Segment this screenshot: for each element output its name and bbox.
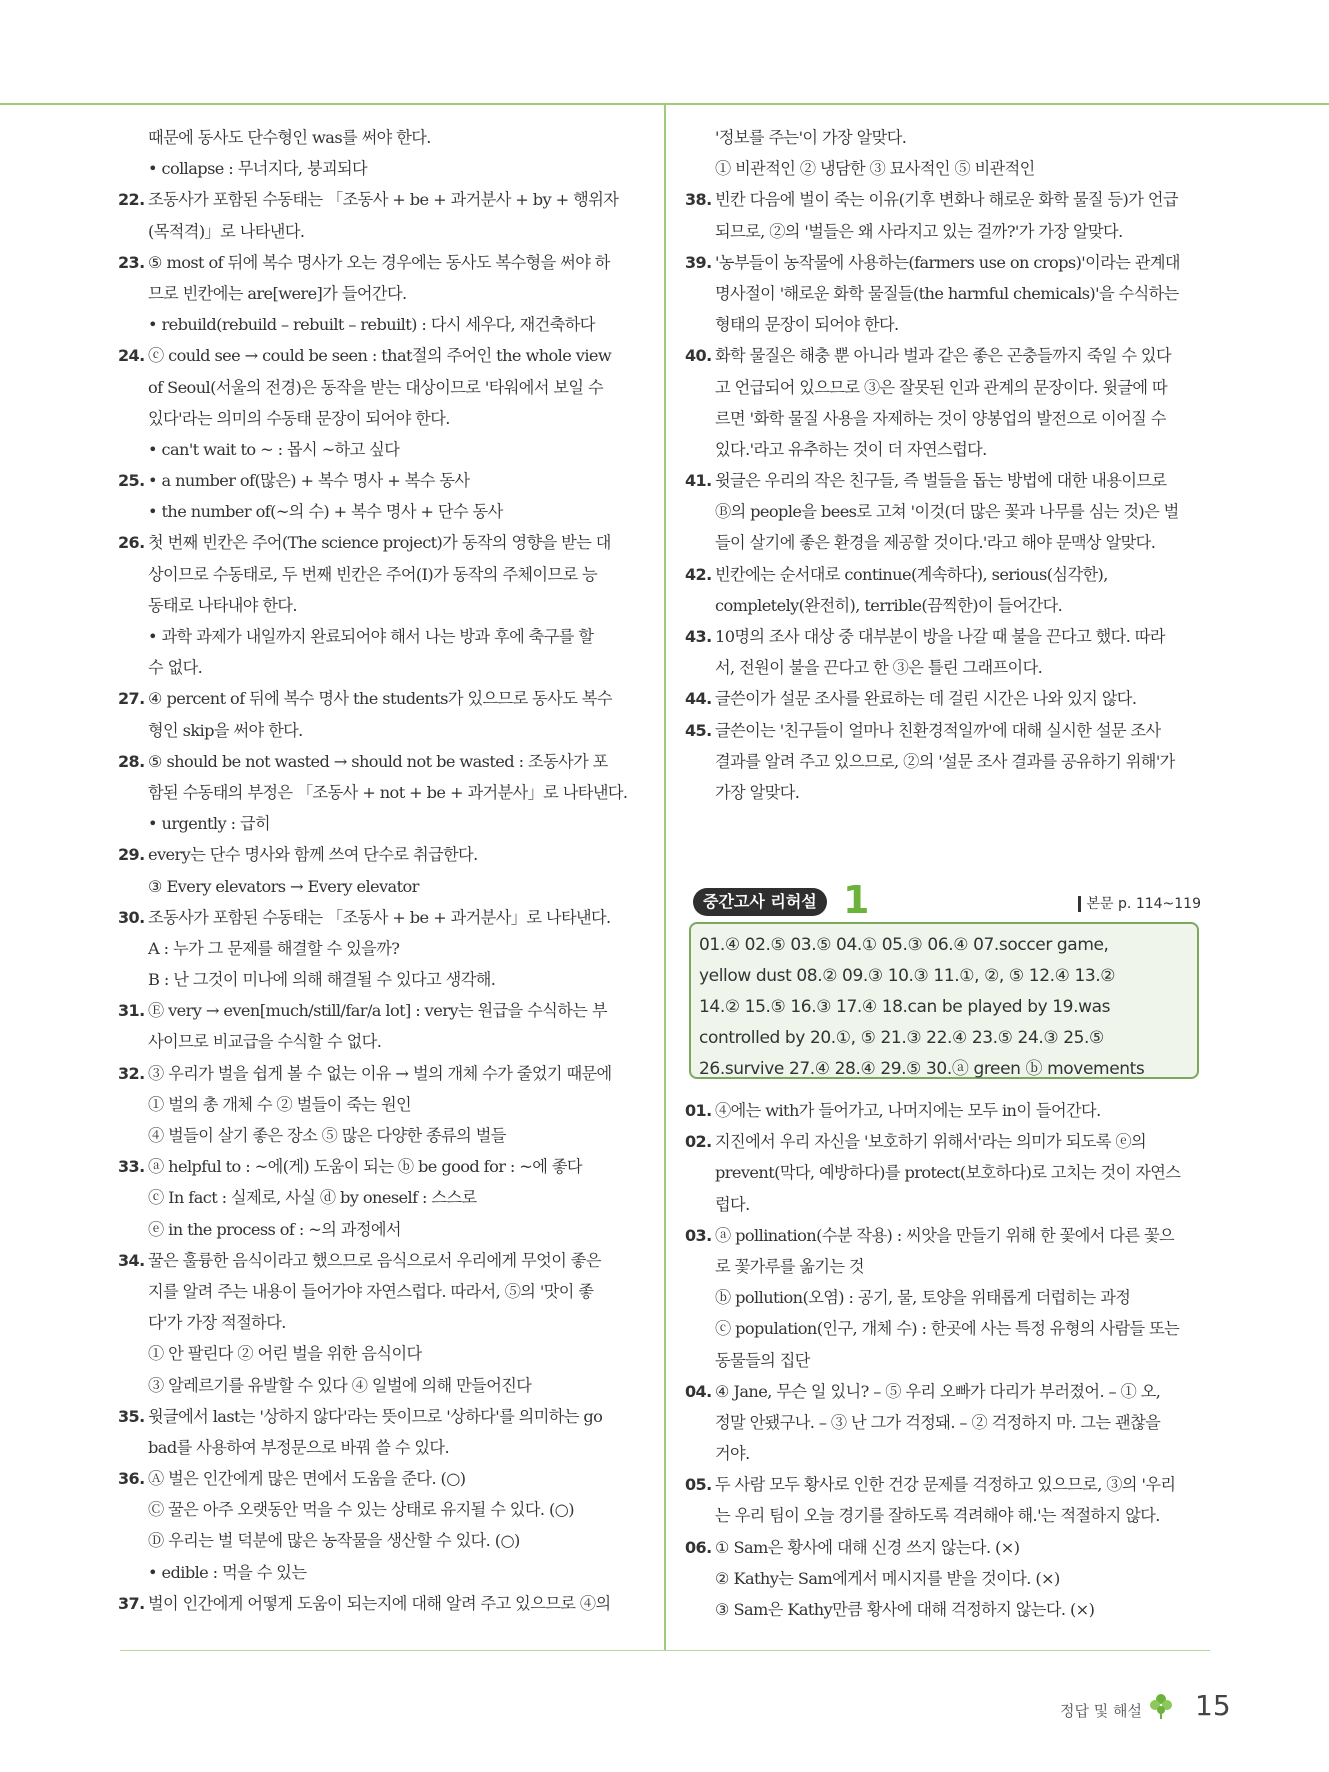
answer-item — [118, 340, 643, 371]
answer-text-line — [685, 278, 1213, 309]
item-number: 40. — [685, 346, 712, 366]
item-number: 42. — [685, 564, 712, 584]
item-text: • urgently : 급히 — [148, 814, 271, 834]
item-text: 정말 안됐구나. – ③ 난 그가 걱정돼. – ② 걱정하지 마. 그는 괜찮을 — [715, 1412, 1161, 1432]
item-text: every는 단수 명사와 함께 쓰여 단수로 취급한다. — [148, 845, 478, 865]
answer-text-line — [118, 1182, 643, 1213]
item-text: 는 우리 팀이 오늘 경기를 잘하도록 격려해야 해.'는 적절하지 않다. — [715, 1506, 1160, 1526]
answer-item — [118, 1151, 643, 1182]
item-text: Ⓔ very → even[much/still/far/a lot] : very는 원급을 수식하는 부 — [148, 1001, 607, 1021]
answer-text-line — [685, 746, 1213, 777]
item-text: completely(완전히), terrible(끔찍한)이 들어간다. — [715, 595, 1063, 615]
item-text: ⑤ should be not wasted → should not be wasted : 조동사가 포 — [148, 751, 608, 771]
item-number: 29. — [118, 845, 145, 865]
answer-text-line — [118, 1026, 643, 1057]
item-text: 때문에 동사도 단수형인 was를 써야 한다. — [148, 128, 431, 147]
item-text: ② Kathy는 Sam에게서 메시지를 받을 것이다. (×) — [715, 1568, 1060, 1588]
item-number: 04. — [685, 1381, 712, 1401]
item-text: ① 안 팔린다 ② 어린 벌을 위한 음식이다 — [148, 1344, 422, 1364]
answer-text-line — [118, 871, 643, 902]
item-text: 사이므로 비교급을 수식할 수 없다. — [148, 1032, 382, 1052]
answer-item — [685, 1095, 1213, 1126]
answer-text-line — [685, 1313, 1213, 1344]
answer-text-line — [685, 1407, 1213, 1438]
answer-item — [685, 1532, 1213, 1563]
answer-text-line — [118, 621, 643, 652]
item-number: 45. — [685, 720, 712, 740]
answer-text-line — [685, 1157, 1213, 1188]
item-text: • edible : 먹을 수 있는 — [148, 1562, 307, 1582]
answer-text-line — [685, 1345, 1213, 1376]
item-number: 31. — [118, 1001, 145, 1021]
answer-item — [685, 1376, 1213, 1407]
answer-text-line — [118, 1494, 643, 1525]
answer-line: 26.survive 27.④ 28.④ 29.⑤ 30.ⓐ green ⓑ movements — [699, 1059, 1145, 1079]
item-text: ① 벌의 총 개체 수 ② 벌들이 죽는 원인 — [148, 1094, 412, 1114]
item-text: 거야. — [715, 1444, 750, 1464]
item-text: 빈칸에는 순서대로 continue(계속하다), serious(심각한), — [715, 564, 1108, 584]
item-text: ④ Jane, 무슨 일 있니? – ⑤ 우리 오빠가 다리가 부러졌어. – ① 오, — [715, 1381, 1161, 1401]
item-text: 들이 살기에 좋은 환경을 제공할 것이다.'라고 해야 문맥상 알맞다. — [715, 533, 1156, 553]
item-number: 03. — [685, 1225, 712, 1245]
answer-text-line — [685, 403, 1213, 434]
item-text: ③ Sam은 Kathy만큼 황사에 대해 걱정하지 않는다. (×) — [715, 1600, 1095, 1619]
answer-text-line — [118, 372, 643, 403]
item-text: 동물들의 집단 — [715, 1350, 810, 1370]
item-text: ③ 우리가 벌을 쉽게 볼 수 없는 이유 → 벌의 개체 수가 줄었기 때문에 — [148, 1063, 612, 1083]
item-number: 02. — [685, 1132, 712, 1152]
item-text: ⓐ helpful to : ~에(게) 도움이 되는 ⓑ be good for : ~에 좋다 — [148, 1157, 582, 1177]
item-text: ① 비관적인 ② 냉담한 ③ 묘사적인 ⑤ 비관적인 — [715, 159, 1035, 179]
item-text: ④ 벌들이 살기 좋은 장소 ⑤ 많은 다양한 종류의 벌들 — [148, 1126, 506, 1145]
rehearsal-number: 1 — [843, 878, 870, 922]
answer-text-line — [685, 1282, 1213, 1313]
answer-item — [685, 715, 1213, 746]
item-text: bad를 사용하여 부정문으로 바꿔 쓸 수 있다. — [148, 1437, 449, 1457]
answer-text-line — [118, 933, 643, 964]
answer-item — [685, 340, 1213, 371]
answer-item — [118, 527, 643, 558]
item-number: 24. — [118, 346, 145, 366]
rehearsal-title: 중간고사 리허설 — [693, 888, 827, 916]
answer-text-line — [118, 403, 643, 434]
answer-text-line — [685, 309, 1213, 340]
answer-text-line — [685, 1251, 1213, 1282]
answer-text-line — [685, 1438, 1213, 1469]
item-text: ① Sam은 황사에 대해 신경 쓰지 않는다. (×) — [715, 1537, 1020, 1557]
item-text: 서, 전원이 불을 끈다고 한 ③은 틀린 그래프이다. — [715, 658, 1043, 678]
item-text: • rebuild(rebuild – rebuilt – rebuilt) : 다시 세우다, 재건축하다 — [148, 315, 595, 335]
item-text: 형태의 문장이 되어야 한다. — [715, 315, 899, 335]
rehearsal-section — [685, 880, 1213, 1080]
answer-text-line — [118, 1089, 643, 1120]
answer-item — [685, 184, 1213, 215]
item-number: 41. — [685, 471, 712, 491]
item-text: '농부들이 농작물에 사용하는(farmers use on crops)'이라는 관계대 — [715, 252, 1180, 272]
item-number: 32. — [118, 1063, 145, 1083]
item-text: 럽다. — [715, 1194, 750, 1214]
answer-text-line — [118, 1338, 643, 1369]
item-text: 지진에서 우리 자신을 '보호하기 위해서'라는 의미가 되도록 ⓔ의 — [715, 1132, 1147, 1152]
answer-text-line — [118, 777, 643, 808]
answer-item — [685, 1220, 1213, 1251]
item-text: ⓐ pollination(수분 작용) : 씨앗을 만들기 위해 한 꽃에서 다른 꽃으 — [715, 1225, 1175, 1245]
answer-text-line — [685, 496, 1213, 527]
item-text: 조동사가 포함된 수동태는 「조동사 + be + 과거분사 + by + 행위자 — [148, 190, 619, 210]
item-text: 명사절이 '해로운 화학 물질들(the harmful chemicals)'을 수식하는 — [715, 283, 1179, 303]
item-number: 27. — [118, 689, 145, 709]
item-text: 되므로, ②의 '벌들은 왜 사라지고 있는 걸까?'가 가장 알맞다. — [715, 221, 1123, 241]
answer-text-line — [685, 1189, 1213, 1220]
item-text: 10명의 조사 대상 중 대부분이 방을 나갈 때 불을 끈다고 했다. 따라 — [715, 627, 1165, 646]
item-text: of Seoul(서울의 전경)은 동작을 받는 대상이므로 '타워에서 보일 수 — [148, 377, 604, 397]
footer-label: 정답 및 해설 — [1060, 1702, 1142, 1720]
answer-text-line — [118, 1432, 643, 1463]
item-number: 38. — [685, 190, 712, 210]
answer-text-line — [685, 1594, 1213, 1625]
item-number: 39. — [685, 252, 712, 272]
item-number: 22. — [118, 190, 145, 210]
answer-item — [685, 1126, 1213, 1157]
item-text: '정보를 주는'이 가장 알맞다. — [715, 128, 907, 147]
item-number: 06. — [685, 1537, 712, 1557]
item-text: A : 누가 그 문제를 해결할 수 있을까? — [148, 938, 400, 958]
item-text: ⓔ in the process of : ~의 과정에서 — [148, 1219, 401, 1239]
answer-text-line — [118, 434, 643, 465]
answer-item — [118, 902, 643, 933]
clover-icon — [1148, 1692, 1174, 1720]
item-text: • collapse : 무너지다, 붕괴되다 — [148, 159, 368, 179]
item-text: 르면 '화학 물질 사용을 자제하는 것이 양봉업의 발전으로 이어질 수 — [715, 408, 1166, 428]
answer-text-line — [118, 1557, 643, 1588]
answer-text-line — [118, 1120, 643, 1151]
answer-text-line — [685, 153, 1213, 184]
answer-line: 01.④ 02.⑤ 03.⑤ 04.① 05.③ 06.④ 07.soccer game, — [699, 935, 1109, 955]
item-text: 함된 수동태의 부정은 「조동사 + not + be + 과거분사」로 나타낸다. — [148, 782, 628, 802]
item-text: 벌이 인간에게 어떻게 도움이 되는지에 대해 알려 주고 있으므로 ④의 — [148, 1593, 611, 1613]
answer-text-line — [118, 652, 643, 683]
item-text: 화학 물질은 해충 뿐 아니라 벌과 같은 좋은 곤충들까지 죽일 수 있다 — [715, 346, 1172, 366]
item-text: 지를 알려 주는 내용이 들어가야 자연스럽다. 따라서, ⑤의 '맛이 좋 — [148, 1281, 594, 1301]
answer-item — [118, 247, 643, 278]
item-text: 윗글은 우리의 작은 친구들, 즉 벌들을 돕는 방법에 대한 내용이므로 — [715, 471, 1167, 491]
item-text: 가장 알맞다. — [715, 782, 800, 802]
answer-text-line — [118, 1525, 643, 1556]
page-number: 15 — [1195, 1689, 1231, 1722]
column-divider — [664, 103, 666, 1651]
item-text: • the number of(~의 수) + 복수 명사 + 단수 동사 — [148, 502, 503, 522]
item-text: 로 꽃가루를 옮기는 것 — [715, 1256, 864, 1276]
item-text: 있다.'라고 유추하는 것이 더 자연스럽다. — [715, 439, 987, 459]
answer-text-line — [118, 964, 643, 995]
item-number: 36. — [118, 1469, 145, 1489]
item-text: 글쓴이가 설문 조사를 완료하는 데 걸린 시간은 나와 있지 않다. — [715, 689, 1137, 709]
item-text: ⓑ pollution(오염) : 공기, 물, 토양을 위태롭게 더럽히는 과정 — [715, 1288, 1131, 1308]
answer-item — [118, 1058, 643, 1089]
answer-text-line — [118, 715, 643, 746]
answer-item — [118, 995, 643, 1026]
item-text: Ⓐ 벌은 인간에게 많은 면에서 도움을 준다. (○) — [148, 1469, 466, 1489]
answer-text-line — [685, 1563, 1213, 1594]
item-text: 글쓴이는 '친구들이 얼마나 친환경적일까'에 대해 실시한 설문 조사 — [715, 720, 1161, 740]
item-text: 다'가 가장 적절하다. — [148, 1313, 286, 1333]
item-text: 상이므로 수동태로, 두 번째 빈칸은 주어(I)가 동작의 주체이므로 능 — [148, 564, 598, 584]
item-text: Ⓒ 꿀은 아주 오랫동안 먹을 수 있는 상태로 유지될 수 있다. (○) — [148, 1500, 574, 1520]
item-number: 01. — [685, 1101, 712, 1120]
answer-text-line — [118, 590, 643, 621]
item-text: prevent(막다, 예방하다)를 protect(보호하다)로 고치는 것이 자연스 — [715, 1163, 1181, 1183]
answer-item — [118, 1401, 643, 1432]
answer-item — [118, 465, 643, 496]
item-number: 43. — [685, 627, 712, 646]
answer-item — [118, 746, 643, 777]
answer-item — [685, 621, 1213, 652]
answer-text-line — [118, 1307, 643, 1338]
item-text: ⓒ population(인구, 개체 수) : 한곳에 사는 특정 유형의 사람들 또는 — [715, 1319, 1180, 1339]
item-number: 44. — [685, 689, 712, 709]
item-text: 두 사람 모두 황사로 인한 건강 문제를 걱정하고 있으므로, ③의 '우리 — [715, 1475, 1176, 1495]
item-number: 33. — [118, 1157, 145, 1177]
answer-text-line — [118, 122, 643, 153]
item-text: (목적격)」로 나타낸다. — [148, 221, 305, 241]
item-text: 형인 skip을 써야 한다. — [148, 720, 303, 740]
answer-text-line — [118, 1214, 643, 1245]
answer-item — [118, 1588, 643, 1619]
item-number: 37. — [118, 1593, 145, 1613]
item-text: ④ percent of 뒤에 복수 명사 the students가 있으므로 동사도 복수 — [148, 689, 612, 709]
item-text: Ⓓ 우리는 벌 덕분에 많은 농작물을 생산할 수 있다. (○) — [148, 1531, 520, 1551]
answer-item — [685, 465, 1213, 496]
answer-text-line — [685, 1500, 1213, 1531]
answer-item — [118, 184, 643, 215]
answer-text-line — [685, 216, 1213, 247]
answer-line: yellow dust 08.② 09.③ 10.③ 11.①, ②, ⑤ 12.④ 13.② — [699, 966, 1116, 986]
answer-text-line — [685, 372, 1213, 403]
item-text: 므로 빈칸에는 are[were]가 들어간다. — [148, 283, 407, 303]
answer-text-line — [685, 122, 1213, 153]
answer-text-line — [118, 808, 643, 839]
item-text: ③ 알레르기를 유발할 수 있다 ④ 일벌에 의해 만들어진다 — [148, 1375, 532, 1395]
item-number: 26. — [118, 533, 145, 553]
item-text: 첫 번째 빈칸은 주어(The science project)가 동작의 영향을 받는 대 — [148, 533, 611, 553]
answer-text-line — [685, 527, 1213, 558]
answer-text-line — [118, 1370, 643, 1401]
answer-text-line — [118, 278, 643, 309]
item-number: 35. — [118, 1406, 145, 1426]
item-text: 결과를 알려 주고 있으므로, ②의 '설문 조사 결과를 공유하기 위해'가 — [715, 751, 1175, 771]
item-number: 28. — [118, 751, 145, 771]
bottom-rule — [120, 1650, 1210, 1651]
item-text: • a number of(많은) + 복수 명사 + 복수 동사 — [148, 471, 470, 491]
item-text: 꿀은 훌륭한 음식이라고 했으므로 음식으로서 우리에게 무엇이 좋은 — [148, 1250, 601, 1270]
answer-key-box — [689, 922, 1199, 1079]
item-number: 05. — [685, 1475, 712, 1495]
left-column — [118, 122, 643, 1619]
answer-text-line — [685, 652, 1213, 683]
answer-item — [685, 1469, 1213, 1500]
item-text: ⓒ could see → could be seen : that절의 주어인 the whole view — [148, 346, 612, 366]
answer-item — [118, 839, 643, 870]
item-number: 25. — [118, 471, 145, 491]
item-text: 고 언급되어 있으므로 ③은 잘못된 인과 관계의 문장이다. 윗글에 따 — [715, 377, 1168, 397]
item-text: 동태로 나타내야 한다. — [148, 595, 297, 615]
answer-text-line — [118, 216, 643, 247]
item-number: 34. — [118, 1250, 145, 1270]
right-column-lower — [685, 1095, 1213, 1625]
answer-item — [685, 559, 1213, 590]
item-text: 수 없다. — [148, 658, 203, 678]
item-text: ⓒ In fact : 실제로, 사실 ⓓ by oneself : 스스로 — [148, 1188, 477, 1208]
answer-item — [118, 1245, 643, 1276]
item-text: ④에는 with가 들어가고, 나머지에는 모두 in이 들어간다. — [715, 1101, 1101, 1120]
answer-text-line — [685, 777, 1213, 808]
answer-item — [118, 1463, 643, 1494]
answer-line: 14.② 15.⑤ 16.③ 17.④ 18.can be played by 19.was — [699, 997, 1111, 1017]
item-number: 30. — [118, 907, 145, 927]
item-text: B : 난 그것이 미나에 의해 해결될 수 있다고 생각해. — [148, 970, 496, 990]
item-text: Ⓑ의 people을 bees로 고쳐 '이것(더 많은 꽃과 나무를 심는 것)은 벌 — [715, 502, 1179, 522]
answer-text-line — [118, 496, 643, 527]
answer-text-line — [685, 590, 1213, 621]
answer-text-line — [118, 1276, 643, 1307]
item-text: 윗글에서 last는 '상하지 않다'라는 뜻이므로 '상하다'를 의미하는 go — [148, 1406, 603, 1426]
answer-text-line — [685, 434, 1213, 465]
item-text: 조동사가 포함된 수동태는 「조동사 + be + 과거분사」로 나타낸다. — [148, 907, 611, 927]
right-column-upper — [685, 122, 1213, 808]
item-text: • 과학 과제가 내일까지 완료되어야 해서 나는 방과 후에 축구를 할 — [148, 627, 594, 646]
item-text: 있다'라는 의미의 수동태 문장이 되어야 한다. — [148, 408, 450, 428]
answer-text-line — [118, 309, 643, 340]
answer-text-line — [118, 559, 643, 590]
rehearsal-page-ref: 본문 p. 114~119 — [1078, 896, 1201, 912]
answer-item — [685, 683, 1213, 714]
item-text: 빈칸 다음에 벌이 죽는 이유(기후 변화나 해로운 화학 물질 등)가 언급 — [715, 190, 1178, 210]
answer-item — [685, 247, 1213, 278]
answer-line: controlled by 20.①, ⑤ 21.③ 22.④ 23.⑤ 24.③ 25.⑤ — [699, 1028, 1104, 1048]
answer-text-line — [118, 153, 643, 184]
item-number: 23. — [118, 252, 145, 272]
answer-item — [118, 683, 643, 714]
item-text: ⑤ most of 뒤에 복수 명사가 오는 경우에는 동사도 복수형을 써야 하 — [148, 252, 610, 272]
item-text: ③ Every elevators → Every elevator — [148, 876, 419, 896]
item-text: • can't wait to ~ : 몹시 ~하고 싶다 — [148, 439, 400, 459]
